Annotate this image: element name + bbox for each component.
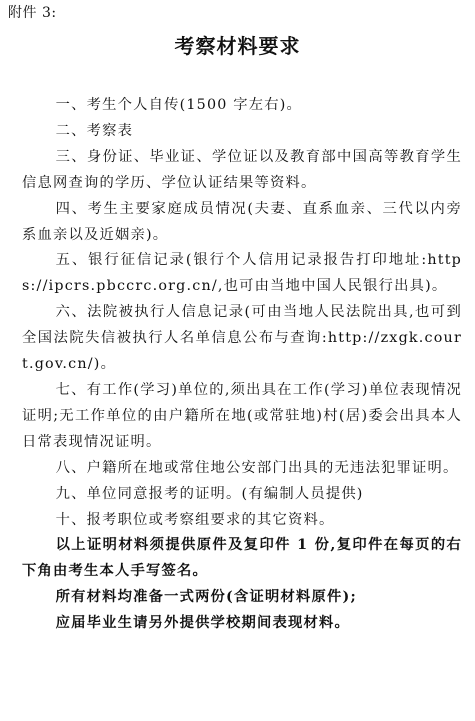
requirement-item-6: 六、法院被执行人信息记录(可由当地人民法院出具,也可到全国法院失信被执行人名单信息公布与查询:http://zxgk.court.gov.cn/)。 — [22, 304, 462, 373]
page-title: 考察材料要求 — [174, 34, 301, 58]
requirement-item-1: 一、考生个人自传(1500 字左右)。 — [55, 97, 303, 113]
attachment-label: 附件 3: — [8, 5, 57, 21]
note-two-sets: 所有材料均准备一式两份(含证明材料原件); — [55, 589, 357, 606]
note-graduates: 应届毕业生请另外提供学校期间表现材料。 — [55, 615, 351, 632]
requirement-item-3: 三、身份证、毕业证、学位证以及教育部中国高等教育学生信息网查询的学历、学位认证结果等资料。 — [22, 148, 462, 191]
requirements-body — [22, 93, 462, 637]
requirement-item-4: 四、考生主要家庭成员情况(夫妻、直系血亲、三代以内旁系血亲以及近姻亲)。 — [22, 200, 462, 243]
note-copies-signature: 以上证明材料须提供原件及复印件 1 份,复印件在每页的右下角由考生本人手写签名。 — [22, 537, 462, 580]
requirement-item-10: 十、报考职位或考察组要求的其它资料。 — [55, 511, 335, 528]
requirement-item-5: 五、银行征信记录(银行个人信用记录报告打印地址:https://ipcrs.pbccrc.org.cn/,也可由当地中国人民银行出具)。 — [22, 252, 462, 295]
requirement-item-2: 二、考察表 — [55, 122, 134, 139]
requirement-item-9: 九、单位同意报考的证明。(有编制人员提供) — [55, 485, 364, 502]
requirement-item-7: 七、有工作(学习)单位的,须出具在工作(学习)单位表现情况证明;无工作单位的由户籍所在地(或常驻地)村(居)委会出具本人日常表现情况证明。 — [22, 381, 462, 450]
requirement-item-8: 八、户籍所在地或常住地公安部门出具的无违法犯罪证明。 — [55, 459, 459, 476]
